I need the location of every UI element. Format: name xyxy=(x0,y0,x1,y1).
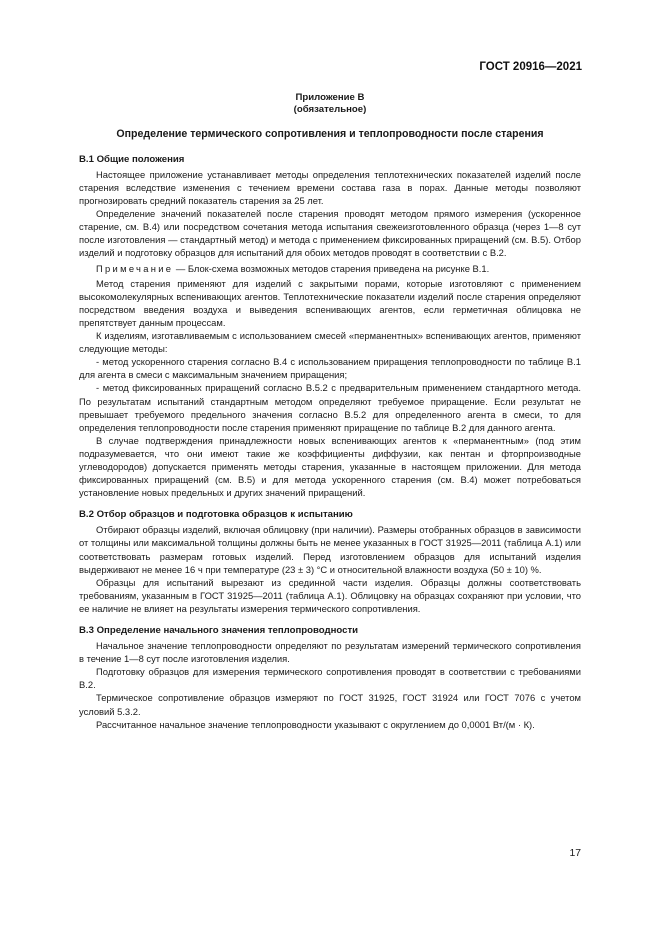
paragraph: Начальное значение теплопроводности определяют по результатам измерений термического сопротивления в течение 1—8 сут после изготовления изделия. xyxy=(79,640,581,665)
section-b1-title: В.1 Общие положения xyxy=(79,153,185,165)
page-content xyxy=(79,92,581,731)
list-item: - метод ускоренного старения согласно В.4 с использованием приращения теплопроводности по таблице В.1 для агента в смеси с максимальным значением приращения; xyxy=(79,356,581,381)
paragraph: Метод старения применяют для изделий с закрытыми порами, которые изготовляют с применением высокомолекулярных вспенивающих агентов. Теплотехнические показатели изделий после старения определяют посредством введения воздуха и выведения вспенивающих агентов, если герметичная облицовка не препятствует данным процессам. xyxy=(79,277,581,328)
paragraph: Рассчитанное начальное значение теплопроводности указывают с округлением до 0,0001 Вт/(м · К). xyxy=(96,718,535,730)
section-b2-title: В.2 Отбор образцов и подготовка образцов к испытанию xyxy=(79,509,353,521)
paragraph: Настоящее приложение устанавливает методы определения теплотехнических показателей изделий после старения вследствие изменения с течением времени состава газа в порах. Данные методы позволяют прогнозировать средний показатель старения за 25 лет. xyxy=(79,168,581,207)
page-number: 17 xyxy=(569,848,581,859)
paragraph: Термическое сопротивление образцов измеряют по ГОСТ 31925, ГОСТ 31924 или ГОСТ 7076 с учетом условий 5.3.2. xyxy=(79,692,581,717)
note xyxy=(79,262,581,275)
annex-label: Приложение В xyxy=(295,92,365,103)
annex-status: (обязательное) xyxy=(293,104,367,116)
annex-heading xyxy=(79,92,581,117)
note-label: Примечание xyxy=(96,262,174,274)
document-code: ГОСТ 20916—2021 xyxy=(479,61,582,73)
paragraph: Определение значений показателей после старения проводят методом прямого измерения (ускоренное старение, см. В.4) или посредством сочетания метода испытания свежеизготовленного образца (через 1—8 сут после изготовления — стандартный метод) и метода с применением фиксированных приращений (см. В.5). Отбор изделий и подготовку образцов для испытаний для обоих методов проводят в соответствии с В.2. xyxy=(79,208,581,259)
paragraph: К изделиям, изготавливаемым с использованием смесей «перманентных» вспенивающих агентов, применяют следующие методы: xyxy=(79,330,581,355)
note-text: — Блок-схема возможных методов старения приведена на рисунке В.1. xyxy=(173,262,490,274)
paragraph: Отбирают образцы изделий, включая облицовку (при наличии). Размеры отобранных образцов в зависимости от толщины или максимальной толщины должны быть не менее указанных в ГОСТ 31925—2011 (таблица А.1) или соответствовать размерам готовых изделий. Перед изготовлением образцов для испытаний изделия выдерживают не менее 16 ч при температуре (23 ± 3) °С и относительной влажности воздуха (50 ± 10) %. xyxy=(79,524,581,575)
paragraph: Образцы для испытаний вырезают из срединной части изделия. Образцы должны соответствовать требованиям, указанным в ГОСТ 31925—2011 (таблица А.1). Облицовку на образцах сохраняют при условии, что ее наличие не влияет на результаты измерения термического сопротивления. xyxy=(79,576,581,614)
section-b3-title: В.3 Определение начального значения теплопроводности xyxy=(79,625,359,636)
list-item: - метод фиксированных приращений согласно В.5.2 с предварительным применением стандартного метода. По результатам испытаний стандартным методом определяют требуемое приращение. Если результат не превышает требуемого предельного значения согласно В.5.2 для определенного агента в смеси, то для определения теплопроводности после старения применяют приращение по таблице В.2 для данного агента. xyxy=(79,382,581,433)
paragraph: В случае подтверждения принадлежности новых вспенивающих агентов к «перманентным» (под этим подразумевается, что они имеют такие же коэффициенты диффузии, как пентан и фторпроизводные углеводородов) допускается применять методы старения, указанные в настоящем приложении. Для метода фиксированных приращений (см. В.5) и для метода ускоренного старения (см. В.4) может потребоваться установление новых предельных и других значений приращений. xyxy=(79,434,581,499)
paragraph: Подготовку образцов для измерения термического сопротивления проводят в соответствии с требованиями В.2. xyxy=(79,666,581,691)
annex-title: Определение термического сопротивления и теплопроводности после старения xyxy=(116,127,544,140)
